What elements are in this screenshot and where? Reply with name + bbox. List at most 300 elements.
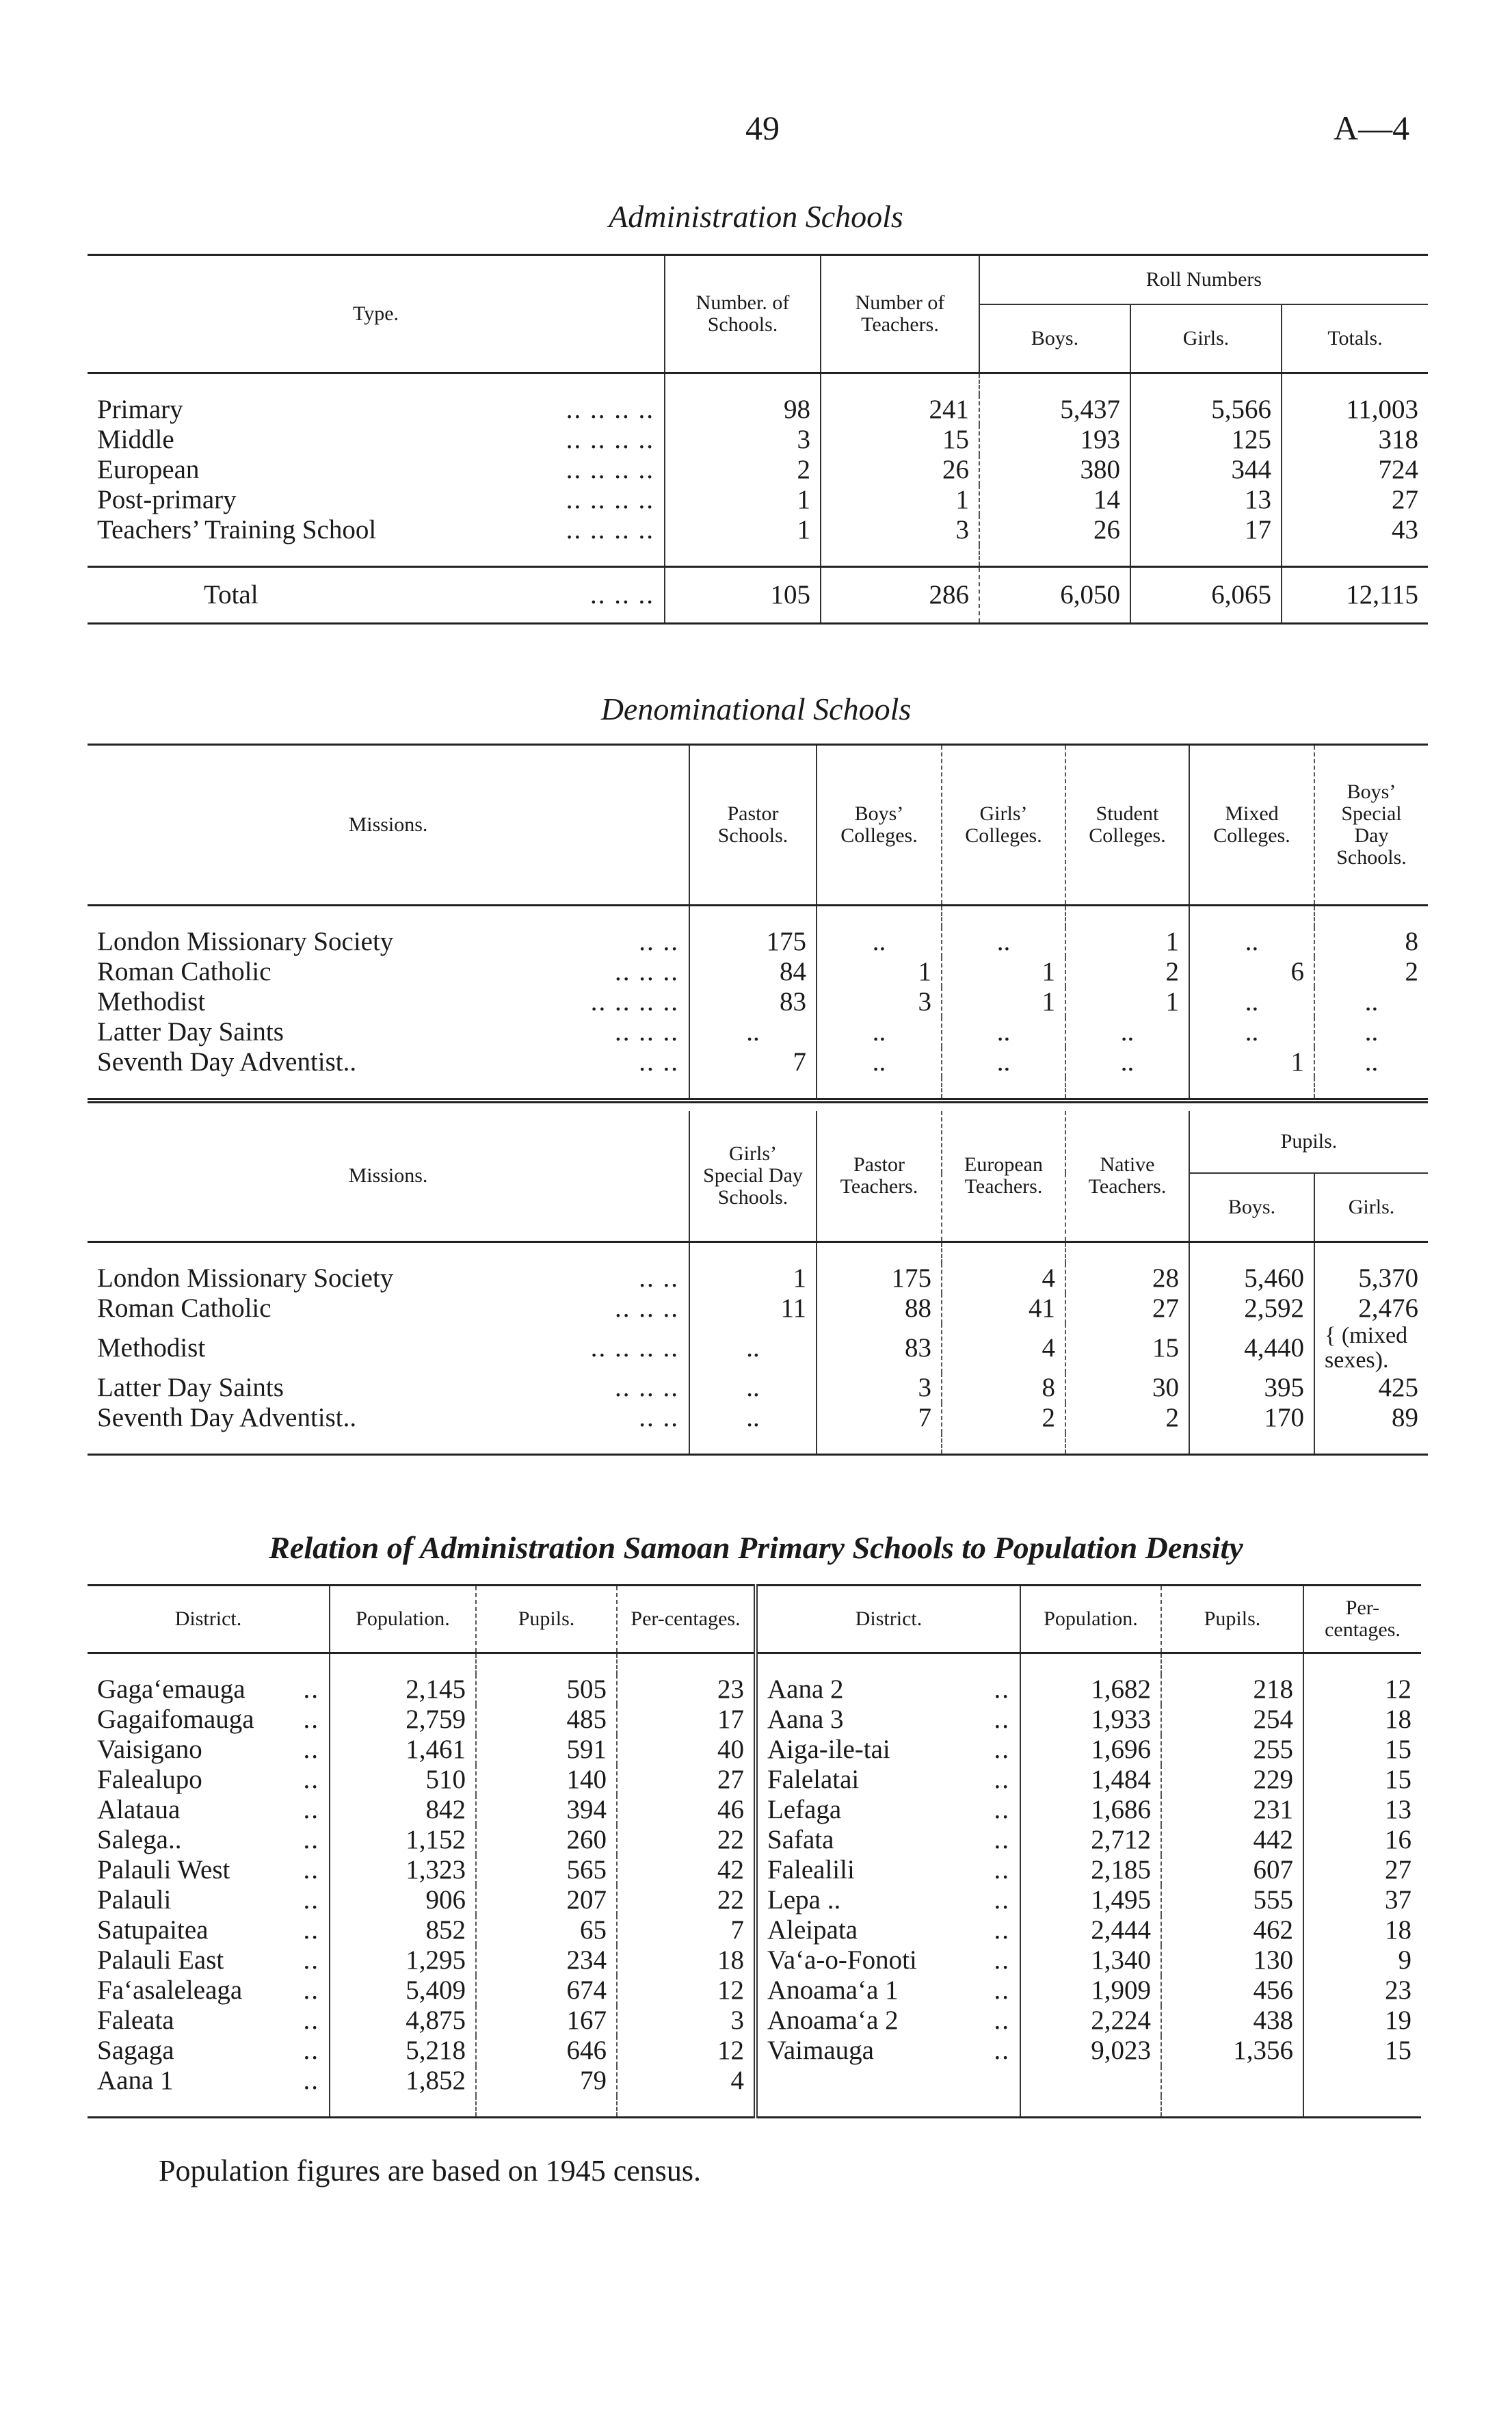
dot-leader: .. bbox=[303, 1765, 319, 1794]
page-number: 49 bbox=[745, 109, 780, 147]
dot-leader: .. bbox=[994, 1705, 1010, 1734]
total-value: 12,115 bbox=[1282, 567, 1428, 624]
cell-value: 46 bbox=[617, 1795, 756, 1825]
cell-value: 906 bbox=[330, 1885, 476, 1915]
admin-schools-table bbox=[88, 254, 1428, 625]
cell-value: 9,023 bbox=[1020, 2036, 1161, 2066]
table-row bbox=[88, 1765, 1421, 1795]
row-label bbox=[88, 485, 665, 515]
cell-value: 1,909 bbox=[1020, 1975, 1161, 2006]
row-label bbox=[88, 987, 689, 1017]
header-pupils-girls: Girls. bbox=[1314, 1173, 1428, 1242]
row-label bbox=[88, 1674, 330, 1705]
row-label bbox=[756, 2036, 1020, 2066]
dot-leader: .. .. .. .. bbox=[590, 1333, 679, 1363]
cell-value: 13 bbox=[1130, 485, 1282, 515]
cell-value: 2,712 bbox=[1020, 1825, 1161, 1855]
cell-value: 1,682 bbox=[1020, 1674, 1161, 1705]
row-label bbox=[756, 1825, 1020, 1855]
dot-leader: .. .. .. bbox=[590, 580, 654, 609]
cell-value: 1 bbox=[665, 485, 821, 515]
cell-value: 125 bbox=[1130, 425, 1282, 455]
cell-value: 15 bbox=[1065, 1324, 1189, 1373]
cell-value: 5,409 bbox=[330, 1975, 476, 2006]
cell-value: 852 bbox=[330, 1915, 476, 1945]
relation-title: Relation of Administration Samoan Primary Schools to Population Density bbox=[269, 1530, 1243, 1565]
admin-schools-title: Administration Schools bbox=[609, 199, 903, 234]
dot-leader: .. bbox=[303, 2036, 319, 2065]
row-label bbox=[88, 1373, 689, 1403]
dot-leader: .. bbox=[994, 1915, 1010, 1945]
row-label bbox=[756, 1705, 1020, 1735]
cell-value: 1,484 bbox=[1020, 1765, 1161, 1795]
cell-value: 23 bbox=[1303, 1975, 1421, 2006]
cell-value: 3 bbox=[817, 1373, 942, 1403]
cell-value: 1 bbox=[1189, 1047, 1314, 1077]
row-label-text: London Missionary Society bbox=[97, 1263, 394, 1293]
cell-value: 84 bbox=[689, 957, 817, 987]
cell-value: .. bbox=[689, 1403, 817, 1433]
cell-value: 26 bbox=[821, 455, 979, 485]
cell-value: 2,476 bbox=[1314, 1293, 1428, 1324]
cell-value: 2,759 bbox=[330, 1705, 476, 1735]
cell-value: 83 bbox=[689, 987, 817, 1017]
table-row bbox=[88, 1795, 1421, 1825]
cell-value: 3 bbox=[665, 425, 821, 455]
cell-value: .. bbox=[1314, 1047, 1428, 1077]
cell-value: 2 bbox=[942, 1403, 1065, 1433]
cell-value: 22 bbox=[617, 1825, 756, 1855]
cell-value: 98 bbox=[665, 395, 821, 425]
row-label bbox=[88, 1915, 330, 1945]
cell-value: 27 bbox=[1282, 485, 1428, 515]
row-label bbox=[88, 1047, 689, 1077]
cell-value: 130 bbox=[1161, 1945, 1303, 1975]
header-pupils-boys: Boys. bbox=[1189, 1173, 1314, 1242]
cell-value: 23 bbox=[617, 1674, 756, 1705]
total-value: 286 bbox=[821, 567, 979, 624]
cell-value: 1 bbox=[942, 987, 1065, 1017]
row-label bbox=[756, 1735, 1020, 1765]
cell-value: 13 bbox=[1303, 1795, 1421, 1825]
cell-value: 5,370 bbox=[1314, 1263, 1428, 1293]
column-header: Population. bbox=[330, 1586, 476, 1653]
dot-leader: .. bbox=[994, 1795, 1010, 1824]
table-row bbox=[88, 1915, 1421, 1945]
cell-value: .. bbox=[689, 1324, 817, 1373]
cell-value: 607 bbox=[1161, 1855, 1303, 1885]
row-label-text: Aana 3 bbox=[767, 1705, 844, 1734]
column-header: Population. bbox=[1020, 1586, 1161, 1653]
row-label-text: Aiga-ile-tai bbox=[767, 1735, 890, 1764]
row-label-text: London Missionary Society bbox=[97, 927, 394, 956]
cell-value: 2,145 bbox=[330, 1674, 476, 1705]
cell-value: 234 bbox=[476, 1945, 617, 1975]
cell-value: 175 bbox=[817, 1263, 942, 1293]
row-label-text: Teachers’ Training School bbox=[97, 515, 377, 544]
cell-value: 140 bbox=[476, 1765, 617, 1795]
row-label bbox=[756, 1855, 1020, 1885]
dot-leader: .. bbox=[303, 2006, 319, 2035]
row-label bbox=[88, 425, 665, 455]
cell-value: 41 bbox=[942, 1293, 1065, 1324]
cell-value: 11,003 bbox=[1282, 395, 1428, 425]
cell-value: 1,852 bbox=[330, 2066, 476, 2096]
cell-value: 79 bbox=[476, 2066, 617, 2096]
row-label bbox=[756, 1765, 1020, 1795]
cell-value: .. bbox=[817, 1047, 942, 1077]
header-roll-numbers: Roll Numbers bbox=[979, 255, 1428, 305]
header-teachers: Number of Teachers. bbox=[821, 255, 979, 373]
dot-leader: .. bbox=[303, 1975, 319, 2005]
row-label bbox=[88, 2066, 330, 2096]
cell-value: 218 bbox=[1161, 1674, 1303, 1705]
dot-leader: .. bbox=[994, 1674, 1010, 1704]
cell-value: 193 bbox=[979, 425, 1130, 455]
cell-value: 442 bbox=[1161, 1825, 1303, 1855]
dot-leader: .. bbox=[303, 1674, 319, 1704]
cell-value: 7 bbox=[817, 1403, 942, 1433]
cell-value: 1 bbox=[1065, 927, 1189, 957]
header-totals: Totals. bbox=[1282, 304, 1428, 373]
cell-value: 380 bbox=[979, 455, 1130, 485]
table-row bbox=[88, 1945, 1421, 1975]
dot-leader: .. bbox=[994, 1765, 1010, 1794]
cell-value: 30 bbox=[1065, 1373, 1189, 1403]
cell-value: 318 bbox=[1282, 425, 1428, 455]
cell-value: 88 bbox=[817, 1293, 942, 1324]
row-label-text: Lefaga bbox=[767, 1795, 842, 1824]
cell-value: 18 bbox=[1303, 1915, 1421, 1945]
row-label-text: Fa‘asaleleaga bbox=[97, 1975, 243, 2005]
row-label bbox=[88, 1825, 330, 1855]
cell-value: 5,218 bbox=[330, 2036, 476, 2066]
row-label bbox=[88, 1855, 330, 1885]
column-header: Per-centages. bbox=[617, 1586, 756, 1653]
row-label bbox=[88, 455, 665, 485]
dot-leader: .. .. .. bbox=[615, 957, 679, 986]
column-header: Per-centages. bbox=[1303, 1586, 1421, 1653]
cell-value: 16 bbox=[1303, 1825, 1421, 1855]
cell-value: 1,323 bbox=[330, 1855, 476, 1885]
total-value: 105 bbox=[665, 567, 821, 624]
row-label-text: Gagaifomauga bbox=[97, 1705, 254, 1734]
cell-value: 28 bbox=[1065, 1263, 1189, 1293]
row-label bbox=[88, 1403, 689, 1433]
dot-leader: .. bbox=[303, 1885, 319, 1915]
cell-value: .. bbox=[942, 1017, 1065, 1047]
row-label bbox=[756, 1945, 1020, 1975]
row-label-text: Middle bbox=[97, 425, 174, 454]
column-header: Pupils. bbox=[476, 1586, 617, 1653]
cell-value: 260 bbox=[476, 1825, 617, 1855]
table-row bbox=[88, 1017, 1428, 1047]
table-row bbox=[88, 1705, 1421, 1735]
row-label bbox=[88, 1975, 330, 2006]
cell-value: { (mixed sexes). bbox=[1314, 1324, 1428, 1373]
cell-value: 1 bbox=[821, 485, 979, 515]
row-label-text: Palauli East bbox=[97, 1945, 224, 1975]
column-header: Boys’ Special Day Schools. bbox=[1314, 745, 1428, 906]
cell-value: 15 bbox=[1303, 2036, 1421, 2066]
header-girls: Girls. bbox=[1130, 304, 1282, 373]
cell-value: 1 bbox=[665, 515, 821, 545]
cell-value: 1,340 bbox=[1020, 1945, 1161, 1975]
cell-value: 425 bbox=[1314, 1373, 1428, 1403]
cell-value: 2,185 bbox=[1020, 1855, 1161, 1885]
cell-value: 231 bbox=[1161, 1795, 1303, 1825]
table-row bbox=[88, 455, 1428, 485]
cell-value: 1,686 bbox=[1020, 1795, 1161, 1825]
cell-value: .. bbox=[1065, 1047, 1189, 1077]
cell-value: 1 bbox=[942, 957, 1065, 987]
header-schools: Number. of Schools. bbox=[665, 255, 821, 373]
table-row bbox=[88, 927, 1428, 957]
cell-value: 646 bbox=[476, 2036, 617, 2066]
dot-leader: .. .. .. .. bbox=[566, 455, 654, 484]
cell-value: 175 bbox=[689, 927, 817, 957]
header-boys: Boys. bbox=[979, 304, 1130, 373]
dot-leader: .. .. bbox=[639, 927, 679, 956]
cell-value: 2,444 bbox=[1020, 1915, 1161, 1945]
row-label-text: Palauli bbox=[97, 1885, 172, 1915]
cell-value: 462 bbox=[1161, 1915, 1303, 1945]
cell-value: 4,440 bbox=[1189, 1324, 1314, 1373]
cell-value: 42 bbox=[617, 1855, 756, 1885]
table-row bbox=[88, 2066, 1421, 2096]
row-label bbox=[88, 515, 665, 545]
row-label-text: Anoama‘a 2 bbox=[767, 2006, 899, 2035]
cell-value: 1,295 bbox=[330, 1945, 476, 1975]
cell-value: 207 bbox=[476, 1885, 617, 1915]
dot-leader: .. bbox=[303, 2066, 319, 2095]
footnote: Population figures are based on 1945 census. bbox=[159, 2154, 702, 2187]
cell-value: 167 bbox=[476, 2006, 617, 2036]
row-label bbox=[88, 927, 689, 957]
cell-value: 17 bbox=[617, 1705, 756, 1735]
header-type: Type. bbox=[88, 255, 665, 373]
dot-leader: .. .. .. .. bbox=[566, 515, 654, 544]
row-label bbox=[88, 1885, 330, 1915]
table-row bbox=[88, 1825, 1421, 1855]
dot-leader: .. bbox=[994, 2036, 1010, 2065]
row-label-text: Roman Catholic bbox=[97, 957, 271, 986]
row-label bbox=[756, 1674, 1020, 1705]
table-row bbox=[88, 1674, 1421, 1705]
cell-value: 505 bbox=[476, 1674, 617, 1705]
dot-leader: .. .. .. .. bbox=[566, 395, 654, 424]
dot-leader: .. bbox=[303, 1825, 319, 1854]
cell-value: 1,461 bbox=[330, 1735, 476, 1765]
cell-value: 4 bbox=[617, 2066, 756, 2096]
cell-value: 555 bbox=[1161, 1885, 1303, 1915]
table-row bbox=[88, 395, 1428, 425]
column-header: Mixed Colleges. bbox=[1189, 745, 1314, 906]
row-label-text: Alataua bbox=[97, 1795, 181, 1824]
table-row bbox=[88, 1403, 1428, 1433]
cell-value: 9 bbox=[1303, 1945, 1421, 1975]
cell-value: 18 bbox=[617, 1945, 756, 1975]
cell-value: 4,875 bbox=[330, 2006, 476, 2036]
cell-value: 255 bbox=[1161, 1735, 1303, 1765]
denominational-schools-title: Denominational Schools bbox=[600, 692, 912, 726]
cell-value: .. bbox=[942, 927, 1065, 957]
cell-value: 2,224 bbox=[1020, 2006, 1161, 2036]
row-label bbox=[88, 1705, 330, 1735]
cell-value: 438 bbox=[1161, 2006, 1303, 2036]
cell-value: 37 bbox=[1303, 1885, 1421, 1915]
cell-value: 43 bbox=[1282, 515, 1428, 545]
cell-value: .. bbox=[817, 1017, 942, 1047]
header-missions: Missions. bbox=[88, 1111, 689, 1242]
cell-value: 15 bbox=[1303, 1735, 1421, 1765]
cell-value: 26 bbox=[979, 515, 1130, 545]
row-label-text: Aana 2 bbox=[767, 1674, 844, 1704]
cell-value: 27 bbox=[1303, 1855, 1421, 1885]
table-row bbox=[88, 2036, 1421, 2066]
cell-value: 17 bbox=[1130, 515, 1282, 545]
header-native-teachers: Native Teachers. bbox=[1065, 1111, 1189, 1242]
cell-value: .. bbox=[1189, 987, 1314, 1017]
cell-value: 8 bbox=[1314, 927, 1428, 957]
row-label bbox=[88, 957, 689, 987]
cell-value: 1,495 bbox=[1020, 1885, 1161, 1915]
column-header: District. bbox=[174, 1607, 242, 1630]
cell-value: 40 bbox=[617, 1735, 756, 1765]
row-label bbox=[88, 567, 665, 624]
dot-leader: .. bbox=[303, 1795, 319, 1824]
cell-value: 5,437 bbox=[979, 395, 1130, 425]
cell-value: 65 bbox=[476, 1915, 617, 1945]
table-row bbox=[88, 1975, 1421, 2006]
row-label-text: Post-primary bbox=[97, 485, 237, 514]
denominational-teachers-pupils-table bbox=[88, 1111, 1428, 1456]
row-label bbox=[88, 1293, 689, 1324]
row-label bbox=[88, 1945, 330, 1975]
row-label bbox=[88, 2036, 330, 2066]
population-density-table bbox=[88, 1584, 1421, 2118]
row-label-text: Methodist bbox=[97, 1333, 206, 1363]
row-label bbox=[88, 1765, 330, 1795]
cell-value: 1,696 bbox=[1020, 1735, 1161, 1765]
table-row bbox=[88, 425, 1428, 455]
table-row bbox=[88, 515, 1428, 545]
table-row bbox=[88, 1263, 1428, 1293]
column-header: Girls’ Colleges. bbox=[942, 745, 1065, 906]
column-header: Pupils. bbox=[1161, 1586, 1303, 1653]
cell-value: 1,356 bbox=[1161, 2036, 1303, 2066]
cell-value: .. bbox=[817, 927, 942, 957]
header-girls-special: Girls’ Special Day Schools. bbox=[689, 1111, 817, 1242]
column-header: Pastor Schools. bbox=[689, 745, 817, 906]
cell-value: 1,933 bbox=[1020, 1705, 1161, 1735]
page-reference: A—4 bbox=[1334, 109, 1410, 147]
row-label-text: Salega.. bbox=[97, 1825, 182, 1854]
row-label-text: Methodist bbox=[97, 987, 206, 1016]
row-label bbox=[88, 1324, 689, 1373]
row-label-text: Anoama‘a 1 bbox=[767, 1975, 899, 2005]
table-row bbox=[88, 957, 1428, 987]
row-label bbox=[88, 1795, 330, 1825]
dot-leader: .. bbox=[303, 1945, 319, 1975]
table-row bbox=[88, 1885, 1421, 1915]
dot-leader: .. bbox=[303, 1735, 319, 1764]
cell-value: 4 bbox=[942, 1263, 1065, 1293]
column-header: District. bbox=[756, 1586, 1020, 1653]
dot-leader: .. bbox=[303, 1705, 319, 1734]
cell-value: 15 bbox=[1303, 1765, 1421, 1795]
dot-leader: .. .. bbox=[639, 1263, 679, 1293]
table-row bbox=[88, 1047, 1428, 1077]
dot-leader: .. .. bbox=[639, 1047, 679, 1077]
cell-value: .. bbox=[1065, 1017, 1189, 1047]
dot-leader: .. bbox=[303, 1855, 319, 1884]
row-label-text: Safata bbox=[767, 1825, 834, 1854]
cell-value: 12 bbox=[1303, 1674, 1421, 1705]
row-label bbox=[756, 1975, 1020, 2006]
cell-value: 2 bbox=[665, 455, 821, 485]
cell-value: .. bbox=[1189, 1017, 1314, 1047]
cell-value: 344 bbox=[1130, 455, 1282, 485]
row-label bbox=[756, 2006, 1020, 2036]
row-label-text: Falealili bbox=[767, 1855, 855, 1884]
cell-value: 724 bbox=[1282, 455, 1428, 485]
row-label-text: Falealupo bbox=[97, 1765, 202, 1794]
cell-value: 27 bbox=[1065, 1293, 1189, 1324]
cell-value: 842 bbox=[330, 1795, 476, 1825]
dot-leader: .. .. .. bbox=[615, 1373, 679, 1402]
cell-value: 565 bbox=[476, 1855, 617, 1885]
row-label bbox=[756, 1915, 1020, 1945]
dot-leader: .. bbox=[994, 1975, 1010, 2005]
cell-value: 1 bbox=[689, 1263, 817, 1293]
cell-value: .. bbox=[1314, 987, 1428, 1017]
column-header: Missions. bbox=[348, 813, 428, 836]
cell-value: 2 bbox=[1314, 957, 1428, 987]
cell-value: 11 bbox=[689, 1293, 817, 1324]
cell-value: 254 bbox=[1161, 1705, 1303, 1735]
cell-value: 8 bbox=[942, 1373, 1065, 1403]
row-label-text: Satupaitea bbox=[97, 1915, 209, 1945]
column-header: Student Colleges. bbox=[1065, 745, 1189, 906]
table-row bbox=[88, 1855, 1421, 1885]
row-label bbox=[88, 1735, 330, 1765]
cell-value: 1 bbox=[817, 957, 942, 987]
dot-leader: .. bbox=[994, 1855, 1010, 1884]
row-label-text: Aana 1 bbox=[97, 2066, 174, 2095]
cell-value: 5,566 bbox=[1130, 395, 1282, 425]
header-european-teachers: European Teachers. bbox=[942, 1111, 1065, 1242]
row-label-text: Vaisigano bbox=[97, 1735, 202, 1764]
cell-value: 674 bbox=[476, 1975, 617, 2006]
row-label-text: Latter Day Saints bbox=[97, 1017, 284, 1047]
column-header: Boys’ Colleges. bbox=[817, 745, 942, 906]
header-pupils: Pupils. bbox=[1189, 1111, 1428, 1173]
dot-leader: .. .. bbox=[639, 1403, 679, 1432]
cell-value: 1,152 bbox=[330, 1825, 476, 1855]
cell-value: .. bbox=[942, 1047, 1065, 1077]
cell-value: .. bbox=[1314, 1017, 1428, 1047]
cell-value: 1 bbox=[1065, 987, 1189, 1017]
dot-leader: .. bbox=[994, 1825, 1010, 1854]
dot-leader: .. .. .. bbox=[615, 1017, 679, 1047]
denominational-colleges-table bbox=[88, 744, 1428, 1103]
total-value: 6,050 bbox=[979, 567, 1130, 624]
cell-value: 2,592 bbox=[1189, 1293, 1314, 1324]
cell-value: 7 bbox=[617, 1915, 756, 1945]
dot-leader: .. .. .. .. bbox=[566, 485, 654, 514]
row-label-text: Primary bbox=[97, 395, 183, 424]
